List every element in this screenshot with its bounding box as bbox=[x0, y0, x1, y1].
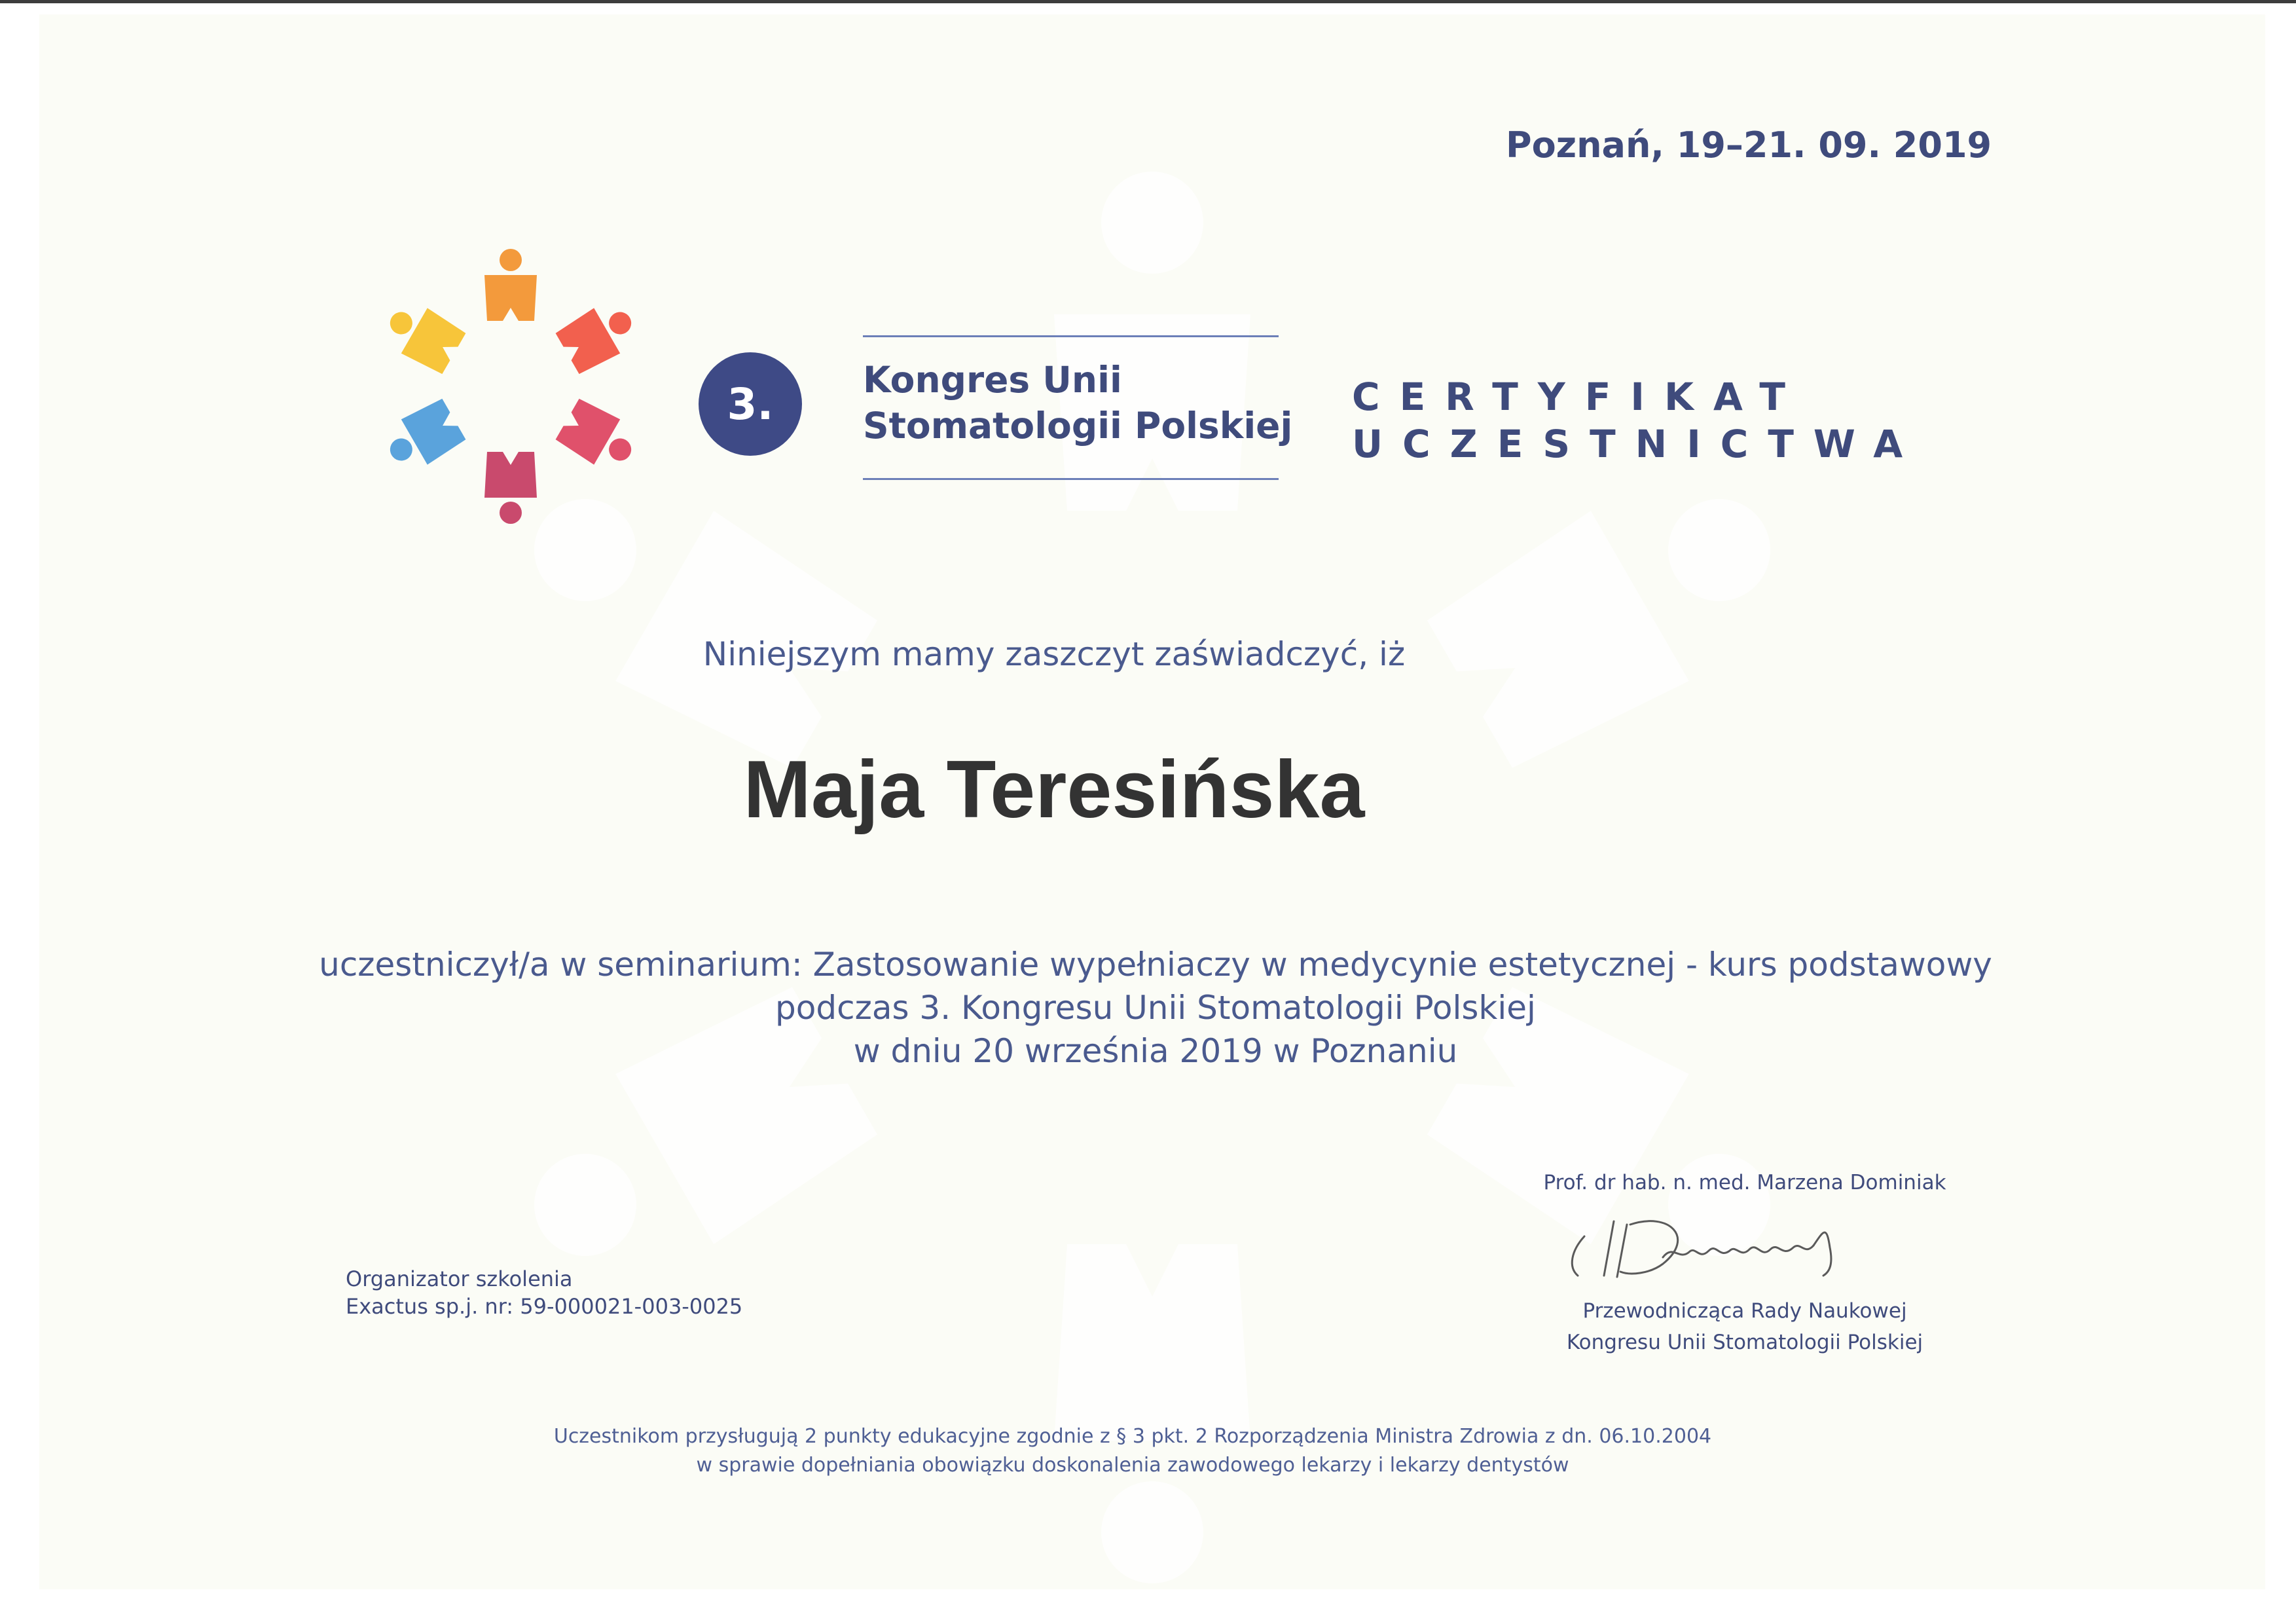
logo-petal bbox=[484, 249, 537, 321]
signatory-name: Prof. dr hab. n. med. Marzena Dominiak bbox=[1543, 1171, 1946, 1194]
certificate-body bbox=[131, 943, 2180, 1073]
body-line-seminar: uczestniczył/a w seminarium: Zastosowanie wypełniaczy w medycynie estetycznej - kurs podstawowy bbox=[319, 946, 1992, 984]
congress-name-line1: Kongres Unii bbox=[863, 359, 1122, 401]
logo-petal bbox=[555, 295, 643, 376]
logo-petal bbox=[555, 396, 643, 477]
organizer-block bbox=[346, 1265, 742, 1320]
signatory-role-line1: Przewodnicząca Rady Naukowej bbox=[1582, 1299, 1907, 1323]
logo-bottom-rule bbox=[863, 478, 1279, 480]
certificate-title-line1: CERTYFIKAT bbox=[1352, 375, 1805, 419]
certificate-title-line2: UCZESTNICTWA bbox=[1352, 422, 1923, 466]
congress-name-line2: Stomatologii Polskiej bbox=[863, 405, 1293, 447]
logo-petal bbox=[378, 396, 467, 477]
footer-line1: Uczestnikom przysługują 2 punkty edukacyjne zgodnie z § 3 pkt. 2 Rozporządzenia Ministra Zdrowia z dn. 06.10.2004 bbox=[553, 1425, 1712, 1448]
organizer-name: Exactus sp.j. nr: 59-000021-003-0025 bbox=[346, 1294, 743, 1319]
recipient-name: Maja Teresińska bbox=[743, 745, 1365, 835]
location-date: Poznań, 19–21. 09. 2019 bbox=[1506, 124, 1992, 166]
logo-top-rule bbox=[863, 335, 1279, 337]
congress-flower-logo-icon bbox=[376, 236, 645, 537]
handwritten-signature bbox=[1565, 1198, 1879, 1290]
certificate-intro: Niniejszym mamy zaszczyt zaświadczyć, iż bbox=[702, 635, 1406, 673]
signatory-role bbox=[1440, 1295, 2049, 1358]
congress-name bbox=[863, 357, 1308, 449]
certificate-title bbox=[1352, 373, 1923, 468]
congress-number-badge: 3. bbox=[699, 352, 802, 456]
body-line-congress: podczas 3. Kongresu Unii Stomatologii Polskiej bbox=[775, 989, 1536, 1027]
body-line-date: w dniu 20 września 2019 w Poznaniu bbox=[853, 1032, 1458, 1070]
logo-petal bbox=[484, 452, 537, 524]
legal-footer bbox=[327, 1422, 1938, 1480]
logo-petal bbox=[378, 295, 467, 376]
organizer-label: Organizator szkolenia bbox=[346, 1266, 573, 1291]
footer-line2: w sprawie dopełniania obowiązku doskonalenia zawodowego lekarzy i lekarzy dentystów bbox=[696, 1454, 1569, 1477]
signatory-role-line2: Kongresu Unii Stomatologii Polskiej bbox=[1566, 1331, 1923, 1354]
